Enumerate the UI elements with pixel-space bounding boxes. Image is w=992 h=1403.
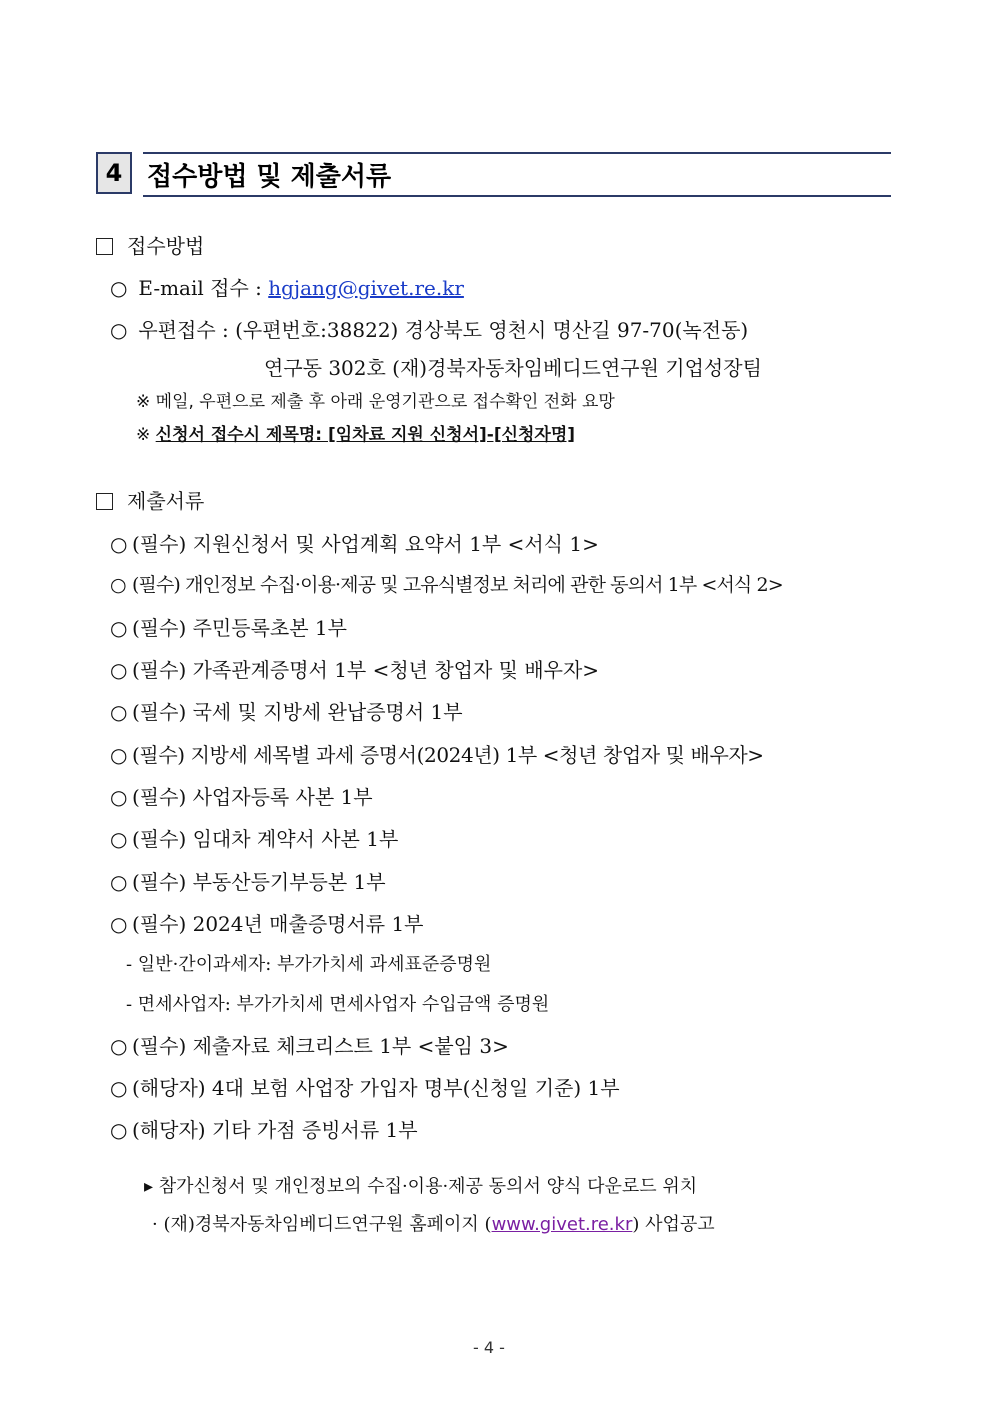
post-label: 우편접수 : (138, 318, 236, 342)
circle-bullet-icon: ○ (110, 1118, 128, 1142)
list-item-text: (필수) 임대차 계약서 사본 1부 (132, 827, 399, 851)
post-address-line2: 연구동 302호 (재)경북자동차임베디드연구원 기업성장팀 (264, 356, 762, 380)
email-link[interactable]: hgjang@givet.re.kr (268, 276, 464, 300)
list-item (110, 823, 398, 852)
reception-heading-text: 접수방법 (127, 234, 205, 258)
section-title: 접수방법 및 제출서류 (147, 162, 392, 192)
reception-heading (96, 230, 204, 259)
post-row (110, 314, 748, 343)
circle-bullet-icon: ○ (110, 658, 128, 682)
header-bottom-line (143, 195, 891, 197)
list-item-text: (필수) 부동산등기부등본 1부 (132, 870, 386, 894)
list-item (110, 1072, 620, 1101)
documents-heading (96, 485, 204, 514)
header-top-line (143, 152, 891, 154)
list-item-text: (필수) 제출자료 체크리스트 1부 <붙임 3> (132, 1034, 509, 1058)
list-item (110, 612, 347, 641)
circle-bullet-icon: ○ (110, 1034, 128, 1058)
list-item (110, 908, 424, 937)
download-location-prefix: · (재)경북자동차임베디드연구원 홈페이지 ( (152, 1214, 492, 1235)
circle-bullet-icon: ○ (110, 532, 128, 556)
note-phone-confirm: ※ 메일, 우편으로 제출 후 아래 운영기관으로 접수확인 전화 요망 (136, 392, 615, 412)
list-item-text: (필수) 지원신청서 및 사업계획 요약서 1부 <서식 1> (132, 532, 599, 556)
checkbox-square-icon (96, 238, 113, 255)
list-item-text: (필수) 국세 및 지방세 완납증명서 1부 (132, 700, 463, 724)
email-row (110, 272, 464, 301)
list-item (110, 1030, 509, 1059)
sub-list-item: - 일반·간이과세자: 부가가치세 과세표준증명원 (126, 954, 492, 975)
list-item-text: (필수) 주민등록초본 1부 (132, 616, 347, 640)
circle-bullet-icon: ○ (110, 700, 128, 724)
circle-bullet-icon: ○ (110, 743, 128, 767)
circle-bullet-icon: ○ (110, 912, 128, 936)
list-item-text: (필수) 지방세 세목별 과세 증명서(2024년) 1부 <청년 창업자 및 배우자> (132, 743, 764, 767)
email-label: E-mail 접수 : (138, 276, 269, 300)
circle-bullet-icon: ○ (110, 616, 128, 640)
circle-bullet-icon: ○ (110, 827, 128, 851)
list-item (110, 528, 599, 557)
list-item (110, 739, 764, 768)
circle-bullet-icon: ○ (110, 574, 126, 596)
post-address-line1: (우편번호:38822) 경상북도 영천시 명산길 97-70(녹전동) (235, 318, 749, 342)
circle-bullet-icon: ○ (110, 870, 128, 894)
sub-list-item: - 면세사업자: 부가가치세 면세사업자 수입금액 증명원 (126, 994, 550, 1015)
homepage-link[interactable]: www.givet.re.kr (491, 1214, 633, 1235)
circle-bullet-icon: ○ (110, 785, 128, 809)
list-item (110, 570, 783, 597)
list-item (110, 781, 373, 810)
documents-heading-text: 제출서류 (127, 489, 205, 513)
note-subject-prefix: ※ (136, 425, 156, 445)
list-item (110, 696, 463, 725)
note-subject (136, 420, 575, 445)
list-item-text: (필수) 사업자등록 사본 1부 (132, 785, 373, 809)
download-info: ▸ 참가신청서 및 개인정보의 수집·이용·제공 동의서 양식 다운로드 위치 (144, 1176, 698, 1197)
checkbox-square-icon (96, 493, 113, 510)
list-item (110, 866, 386, 895)
section-number: 4 (96, 152, 132, 194)
download-location-suffix: ) 사업공고 (632, 1214, 715, 1235)
list-item (110, 1114, 418, 1143)
list-item-text: (필수) 2024년 매출증명서류 1부 (132, 912, 424, 936)
circle-bullet-icon: ○ (110, 1076, 128, 1100)
download-location (152, 1210, 715, 1236)
list-item-text: (해당자) 4대 보험 사업장 가입자 명부(신청일 기준) 1부 (132, 1076, 620, 1100)
note-subject-bold: 신청서 접수시 제목명: [임차료 지원 신청서]-[신청자명] (155, 425, 576, 445)
page-number: - 4 - (473, 1338, 505, 1357)
list-item-text: (필수) 개인정보 수집·이용·제공 및 고유식별정보 처리에 관한 동의서 1부 <서식 2> (132, 574, 783, 596)
circle-bullet-icon: ○ (110, 318, 128, 342)
list-item-text: (해당자) 기타 가점 증빙서류 1부 (132, 1118, 418, 1142)
circle-bullet-icon: ○ (110, 276, 128, 300)
list-item-text: (필수) 가족관계증명서 1부 <청년 창업자 및 배우자> (132, 658, 600, 682)
list-item (110, 654, 599, 683)
